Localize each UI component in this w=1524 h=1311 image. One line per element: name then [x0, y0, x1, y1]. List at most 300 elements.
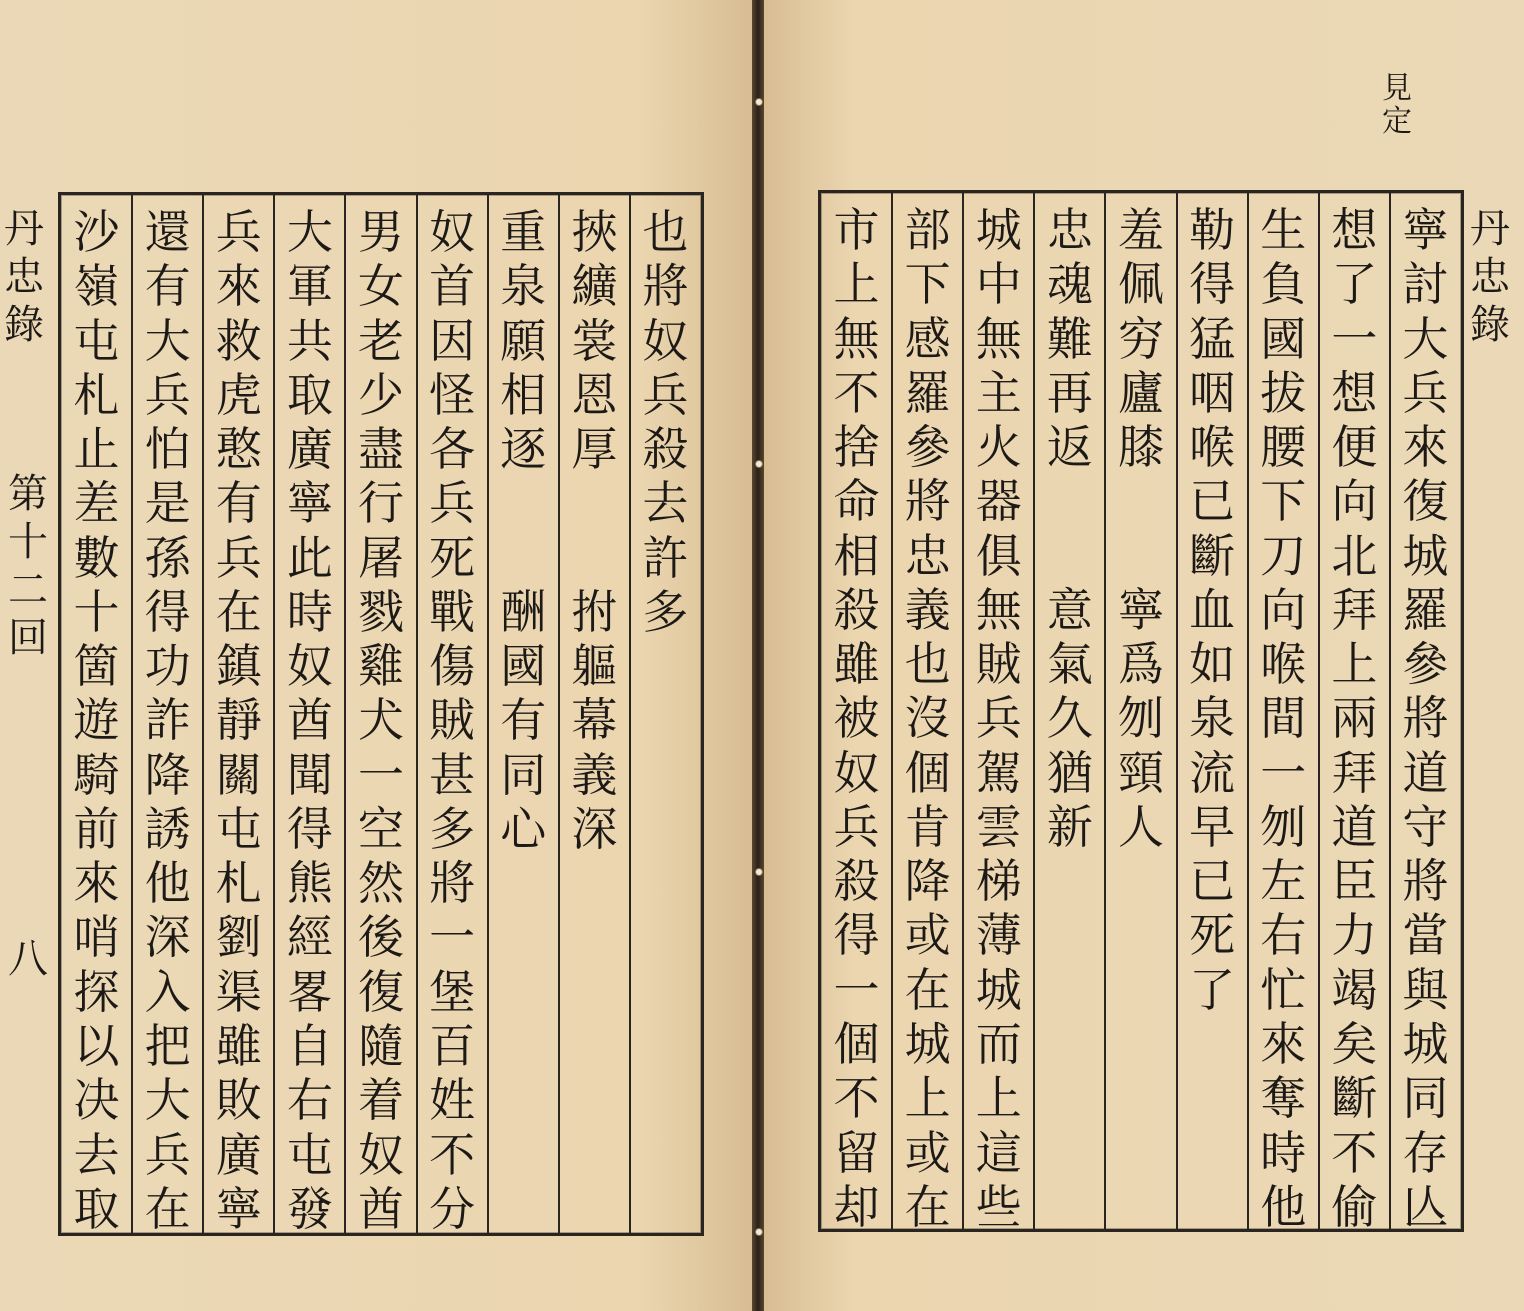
glyph: 國	[1260, 311, 1307, 366]
glyph: 遊	[73, 693, 120, 748]
glyph: 却	[833, 1179, 880, 1234]
glyph: 已	[1189, 854, 1236, 909]
glyph: 下	[1260, 474, 1307, 529]
glyph: 少	[357, 367, 404, 422]
column-rule	[629, 195, 631, 1233]
glyph: 泉	[1189, 691, 1236, 746]
glyph: 然	[357, 856, 404, 911]
glyph: 降	[904, 854, 951, 909]
glyph: 兵	[1402, 365, 1449, 420]
glyph: 部	[904, 203, 951, 257]
text-column	[274, 195, 345, 1243]
glyph: 因	[429, 313, 476, 368]
text-column	[630, 195, 701, 1243]
glyph: 札	[73, 367, 120, 422]
glyph: 了	[1331, 257, 1378, 312]
glyph: 臣	[1331, 854, 1378, 909]
glyph: 戰	[429, 584, 476, 639]
glyph: 酋	[286, 693, 333, 748]
glyph: 有	[215, 476, 262, 531]
glyph: 喉	[1260, 637, 1307, 692]
glyph: 將	[1402, 691, 1449, 746]
glyph: 聞	[286, 747, 333, 802]
glyph: 兵	[215, 205, 262, 259]
glyph: 寧	[286, 476, 333, 531]
glyph: 此	[286, 530, 333, 585]
glyph: 靜	[215, 693, 262, 748]
glyph: 返	[1046, 420, 1093, 475]
glyph: 義	[904, 582, 951, 637]
glyph: 將	[429, 856, 476, 911]
glyph: 沒	[904, 691, 951, 746]
glyph: 不	[429, 1127, 476, 1182]
glyph: 如	[1189, 637, 1236, 692]
glyph: 時	[1260, 1125, 1307, 1180]
text-column	[345, 195, 416, 1243]
glyph: 百	[429, 1018, 476, 1073]
glyph: 老	[357, 313, 404, 368]
glyph: 空	[357, 801, 404, 856]
column-rule	[416, 195, 418, 1233]
glyph: 俱	[975, 528, 1022, 583]
glyph: 不	[833, 1071, 880, 1126]
glyph: 偷	[1331, 1179, 1378, 1234]
glyph: 火	[975, 420, 1022, 475]
glyph: 頸	[1117, 745, 1164, 800]
glyph: 多	[429, 801, 476, 856]
left-edge-title	[4, 205, 44, 349]
text-column	[1248, 193, 1319, 1239]
glyph: 誘	[144, 801, 191, 856]
glyph: 廬	[1117, 365, 1164, 420]
text-column	[203, 195, 274, 1243]
glyph: 願	[500, 313, 547, 368]
glyph: 戮	[357, 584, 404, 639]
glyph: 早	[1189, 799, 1236, 854]
glyph: 寧	[215, 1181, 262, 1236]
glyph: 上	[833, 257, 880, 312]
text-column	[132, 195, 203, 1243]
glyph: 道	[1331, 799, 1378, 854]
glyph: 忠	[1470, 254, 1510, 300]
glyph: 奴	[357, 1127, 404, 1182]
glyph: 下	[904, 257, 951, 312]
glyph: 裳	[571, 313, 618, 368]
right-edge-title	[1470, 205, 1510, 349]
glyph: 爲	[1117, 637, 1164, 692]
glyph: 沙	[73, 205, 120, 259]
glyph: 去	[642, 476, 689, 531]
glyph: 難	[1046, 311, 1093, 366]
glyph: 一	[1331, 311, 1378, 366]
text-column	[1390, 193, 1461, 1239]
glyph: 右	[286, 1073, 333, 1128]
glyph: 功	[144, 639, 191, 694]
column-rule	[487, 195, 489, 1233]
glyph: 將	[1402, 854, 1449, 909]
text-column	[61, 195, 132, 1243]
glyph: 想	[1331, 203, 1378, 257]
text-column	[488, 195, 559, 1243]
glyph: 刎	[1117, 691, 1164, 746]
glyph: 哨	[73, 910, 120, 965]
glyph: 雲	[975, 799, 1022, 854]
column-rule	[131, 195, 133, 1233]
glyph: 定	[1382, 104, 1412, 139]
glyph: 兵	[144, 1127, 191, 1182]
text-column	[1319, 193, 1390, 1239]
glyph: 市	[833, 203, 880, 257]
glyph: 猶	[1046, 745, 1093, 800]
glyph: 右	[1260, 908, 1307, 963]
glyph: 有	[500, 693, 547, 748]
glyph: 深	[571, 801, 618, 856]
glyph: 殺	[833, 854, 880, 909]
glyph: 纊	[571, 259, 618, 314]
glyph: 錄	[1470, 302, 1510, 348]
glyph: 參	[1402, 637, 1449, 692]
glyph: 他	[144, 856, 191, 911]
top-margin-stamp	[1382, 72, 1412, 138]
glyph: 男	[357, 205, 404, 259]
glyph: 猛	[1189, 311, 1236, 366]
glyph: 膝	[1117, 420, 1164, 475]
glyph: 刎	[1260, 799, 1307, 854]
glyph: 入	[144, 964, 191, 1019]
glyph: 前	[73, 801, 120, 856]
glyph: 留	[833, 1125, 880, 1180]
glyph: 發	[286, 1181, 333, 1236]
glyph: 人	[1117, 799, 1164, 854]
glyph: 鎮	[215, 639, 262, 694]
glyph	[568, 476, 620, 530]
glyph: 城	[975, 203, 1022, 257]
glyph: 酋	[357, 1181, 404, 1236]
glyph: 騎	[73, 747, 120, 802]
glyph: 死	[429, 530, 476, 585]
column-rule	[962, 193, 964, 1229]
glyph: 酬	[500, 584, 547, 639]
glyph: 流	[1189, 745, 1236, 800]
glyph: 有	[144, 259, 191, 314]
glyph: 器	[975, 474, 1022, 529]
glyph: 畧	[286, 964, 333, 1019]
column-rule	[1176, 193, 1178, 1229]
glyph: 相	[500, 367, 547, 422]
glyph: 以	[73, 1018, 120, 1073]
glyph: 回	[8, 615, 48, 661]
glyph: 被	[833, 691, 880, 746]
glyph: 詐	[144, 693, 191, 748]
glyph: 忠	[904, 528, 951, 583]
glyph: 着	[357, 1073, 404, 1128]
column-rule	[344, 195, 346, 1233]
glyph: 厚	[571, 422, 618, 477]
glyph: 一	[429, 910, 476, 965]
glyph: 熊	[286, 856, 333, 911]
glyph: 劉	[215, 910, 262, 965]
glyph: 八	[8, 936, 48, 982]
glyph: 自	[286, 1018, 333, 1073]
glyph: 也	[904, 637, 951, 692]
glyph: 力	[1331, 908, 1378, 963]
glyph: 復	[357, 964, 404, 1019]
glyph: 關	[215, 747, 262, 802]
glyph: 羅	[1402, 582, 1449, 637]
glyph: 梯	[975, 854, 1022, 909]
text-column	[1105, 193, 1176, 1239]
glyph: 止	[73, 422, 120, 477]
column-rule	[558, 195, 560, 1233]
glyph: 時	[286, 584, 333, 639]
left-folio-number	[8, 935, 48, 983]
glyph: 心	[500, 801, 547, 856]
glyph: 賊	[429, 693, 476, 748]
glyph: 各	[429, 422, 476, 477]
glyph: 箇	[73, 639, 120, 694]
glyph: 憨	[215, 422, 262, 477]
glyph: 矣	[1331, 1016, 1378, 1071]
glyph: 一	[833, 962, 880, 1017]
glyph: 救	[215, 313, 262, 368]
glyph: 在	[904, 962, 951, 1017]
glyph: 深	[144, 910, 191, 965]
glyph: 來	[73, 856, 120, 911]
glyph: 血	[1189, 582, 1236, 637]
glyph: 上	[975, 1071, 1022, 1126]
glyph: 肯	[904, 799, 951, 854]
glyph: 廣	[286, 422, 333, 477]
glyph	[568, 531, 620, 585]
glyph: 討	[1402, 257, 1449, 312]
glyph: 雞	[357, 639, 404, 694]
glyph: 個	[904, 745, 951, 800]
glyph	[497, 531, 549, 585]
glyph: 逐	[500, 422, 547, 477]
right-text-frame	[818, 190, 1464, 1232]
glyph: 左	[1260, 854, 1307, 909]
glyph	[1044, 474, 1096, 528]
column-rule	[891, 193, 893, 1229]
glyph: 分	[429, 1181, 476, 1236]
glyph: 在	[904, 1179, 951, 1234]
glyph: 盡	[357, 422, 404, 477]
glyph: 二	[8, 567, 48, 613]
glyph: 亾	[1402, 1179, 1449, 1234]
glyph: 軀	[571, 639, 618, 694]
glyph: 主	[975, 365, 1022, 420]
glyph: 犬	[357, 693, 404, 748]
left-chapter-marker	[8, 470, 48, 662]
left-text-frame	[58, 192, 704, 1236]
left-page	[0, 0, 752, 1311]
glyph: 拜	[1331, 582, 1378, 637]
glyph: 北	[1331, 528, 1378, 583]
glyph: 竭	[1331, 962, 1378, 1017]
glyph: 屯	[286, 1127, 333, 1182]
text-column	[1034, 193, 1105, 1239]
glyph: 拊	[571, 584, 618, 639]
glyph: 奴	[642, 313, 689, 368]
glyph: 與	[1402, 962, 1449, 1017]
glyph: 駕	[975, 745, 1022, 800]
glyph: 後	[357, 910, 404, 965]
glyph: 負	[1260, 257, 1307, 312]
glyph: 喉	[1189, 420, 1236, 475]
glyph: 怕	[144, 422, 191, 477]
glyph: 再	[1046, 365, 1093, 420]
glyph: 嶺	[73, 259, 120, 314]
glyph: 感	[904, 311, 951, 366]
glyph: 忠	[1046, 203, 1093, 257]
glyph: 姓	[429, 1073, 476, 1128]
glyph: 一	[1260, 745, 1307, 800]
glyph: 些	[975, 1179, 1022, 1234]
glyph: 屯	[215, 801, 262, 856]
glyph: 上	[1331, 637, 1378, 692]
glyph: 得	[1189, 257, 1236, 312]
glyph: 城	[1402, 528, 1449, 583]
glyph: 個	[833, 1016, 880, 1071]
glyph: 城	[904, 1016, 951, 1071]
glyph: 捨	[833, 420, 880, 475]
glyph: 虎	[215, 367, 262, 422]
glyph: 他	[1260, 1179, 1307, 1234]
glyph: 在	[144, 1181, 191, 1236]
glyph: 或	[904, 908, 951, 963]
glyph: 奴	[429, 205, 476, 259]
glyph: 共	[286, 313, 333, 368]
column-rule	[273, 195, 275, 1233]
glyph: 兵	[215, 530, 262, 585]
glyph: 寧	[1402, 203, 1449, 257]
glyph: 得	[286, 801, 333, 856]
glyph: 經	[286, 910, 333, 965]
glyph: 兵	[833, 799, 880, 854]
glyph: 屯	[73, 313, 120, 368]
glyph: 隨	[357, 1018, 404, 1073]
glyph: 而	[975, 1016, 1022, 1071]
glyph: 來	[1402, 420, 1449, 475]
glyph: 錄	[4, 302, 44, 348]
glyph: 存	[1402, 1125, 1449, 1180]
glyph: 新	[1046, 799, 1093, 854]
glyph: 甚	[429, 747, 476, 802]
glyph: 雖	[215, 1018, 262, 1073]
book-gutter	[752, 0, 764, 1311]
glyph: 兵	[642, 367, 689, 422]
glyph: 間	[1260, 691, 1307, 746]
glyph: 命	[833, 474, 880, 529]
glyph: 寧	[1117, 582, 1164, 637]
glyph: 决	[73, 1073, 120, 1128]
glyph: 同	[1402, 1071, 1449, 1126]
glyph: 無	[975, 311, 1022, 366]
glyph: 忙	[1260, 962, 1307, 1017]
right-page	[764, 0, 1524, 1311]
glyph: 女	[357, 259, 404, 314]
glyph: 在	[215, 584, 262, 639]
glyph: 向	[1260, 582, 1307, 637]
glyph: 上	[904, 1071, 951, 1126]
glyph: 兵	[975, 691, 1022, 746]
glyph: 相	[833, 528, 880, 583]
glyph: 丹	[4, 206, 44, 252]
glyph: 取	[286, 367, 333, 422]
glyph: 將	[642, 259, 689, 314]
glyph: 第	[8, 471, 48, 517]
glyph: 兵	[144, 367, 191, 422]
glyph: 城	[975, 962, 1022, 1017]
glyph: 降	[144, 747, 191, 802]
glyph: 廣	[215, 1127, 262, 1182]
glyph: 想	[1331, 365, 1378, 420]
glyph: 不	[1331, 1125, 1378, 1180]
glyph: 把	[144, 1018, 191, 1073]
glyph: 傷	[429, 639, 476, 694]
glyph: 是	[144, 476, 191, 531]
glyph: 義	[571, 747, 618, 802]
glyph: 咽	[1189, 365, 1236, 420]
glyph: 已	[1189, 474, 1236, 529]
glyph: 斷	[1331, 1071, 1378, 1126]
text-column	[1177, 193, 1248, 1239]
text-column	[559, 195, 630, 1243]
glyph: 軍	[286, 259, 333, 314]
glyph: 札	[215, 856, 262, 911]
glyph: 堡	[429, 964, 476, 1019]
glyph: 便	[1331, 420, 1378, 475]
glyph: 了	[1189, 962, 1236, 1017]
glyph: 恩	[571, 367, 618, 422]
glyph: 屠	[357, 530, 404, 585]
glyph: 賊	[975, 637, 1022, 692]
glyph: 道	[1402, 745, 1449, 800]
glyph: 羅	[904, 365, 951, 420]
glyph: 渠	[215, 964, 262, 1019]
text-column	[821, 193, 892, 1239]
glyph: 拜	[1331, 745, 1378, 800]
glyph	[1115, 529, 1167, 583]
glyph: 復	[1402, 474, 1449, 529]
glyph: 得	[833, 908, 880, 963]
glyph	[1044, 529, 1096, 583]
text-column	[417, 195, 488, 1243]
glyph: 首	[429, 259, 476, 314]
glyph: 大	[286, 205, 333, 259]
glyph: 殺	[833, 582, 880, 637]
glyph: 國	[500, 639, 547, 694]
glyph: 十	[73, 584, 120, 639]
glyph: 來	[1260, 1016, 1307, 1071]
glyph: 數	[73, 530, 120, 585]
glyph: 也	[642, 205, 689, 259]
glyph: 丹	[1470, 206, 1510, 252]
glyph: 生	[1260, 203, 1307, 257]
glyph: 一	[357, 747, 404, 802]
glyph: 去	[73, 1127, 120, 1182]
text-column	[892, 193, 963, 1239]
glyph: 不	[833, 365, 880, 420]
glyph: 多	[642, 584, 689, 639]
glyph: 腰	[1260, 420, 1307, 475]
glyph: 大	[1402, 311, 1449, 366]
glyph: 敗	[215, 1073, 262, 1128]
glyph: 拔	[1260, 365, 1307, 420]
glyph: 大	[144, 313, 191, 368]
glyph: 穷	[1117, 311, 1164, 366]
glyph: 刀	[1260, 528, 1307, 583]
